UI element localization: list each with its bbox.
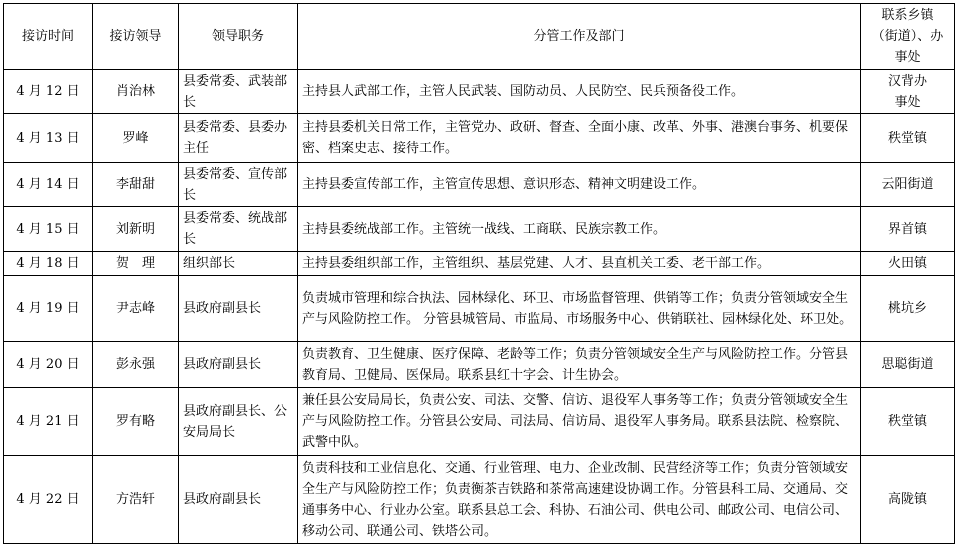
reception-schedule-table <box>3 3 955 544</box>
cell-date: 4 月 19 日 <box>4 276 93 342</box>
cell-duties: 负责城市管理和综合执法、园林绿化、环卫、市场监督管理、供销等工作；负责分管领域安全生产与风险防控工作。 分管县城管局、市监局、市场服务中心、供销联社、园林绿化处、环卫处。 <box>298 276 861 342</box>
table-row <box>4 276 955 342</box>
table-row <box>4 388 955 456</box>
header-leader: 接访领导 <box>93 4 179 70</box>
table-row <box>4 70 955 114</box>
cell-position: 县政府副县长、公安局局长 <box>179 388 298 456</box>
cell-date: 4 月 18 日 <box>4 252 93 276</box>
header-date: 接访时间 <box>4 4 93 70</box>
cell-leader: 彭永强 <box>93 342 179 388</box>
cell-leader: 肖治林 <box>93 70 179 114</box>
cell-town: 界首镇 <box>861 207 955 252</box>
cell-duties: 兼任县公安局局长，负责公安、司法、交警、信访、退役军人事务等工作；负责分管领域安全生产与风险防控工作。分管县公安局、司法局、信访局、退役军人事务局。联系县法院、检察院、武警中队。 <box>298 388 861 456</box>
cell-duties: 主持县委宣传部工作，主管宣传思想、意识形态、精神文明建设工作。 <box>298 163 861 207</box>
cell-duties: 负责教育、卫生健康、医疗保障、老龄等工作；负责分管领域安全生产与风险防控工作。分管县教育局、卫健局、医保局。联系县红十字会、计生协会。 <box>298 342 861 388</box>
cell-town: 汉背办事处 <box>861 70 955 114</box>
cell-leader: 贺 理 <box>93 252 179 276</box>
cell-position: 县委常委、宣传部长 <box>179 163 298 207</box>
cell-position: 县政府副县长 <box>179 342 298 388</box>
cell-leader: 刘新明 <box>93 207 179 252</box>
header-duties: 分管工作及部门 <box>298 4 861 70</box>
cell-position: 县政府副县长 <box>179 456 298 544</box>
cell-town: 秩堂镇 <box>861 114 955 163</box>
cell-town: 思聪街道 <box>861 342 955 388</box>
cell-leader: 罗有略 <box>93 388 179 456</box>
cell-date: 4 月 13 日 <box>4 114 93 163</box>
cell-town: 云阳街道 <box>861 163 955 207</box>
cell-duties: 主持县人武部工作，主管人民武装、国防动员、人民防空、民兵预备役工作。 <box>298 70 861 114</box>
cell-position: 组织部长 <box>179 252 298 276</box>
header-position: 领导职务 <box>179 4 298 70</box>
table-row <box>4 342 955 388</box>
table-row <box>4 114 955 163</box>
cell-date: 4 月 21 日 <box>4 388 93 456</box>
cell-duties: 负责科技和工业信息化、交通、行业管理、电力、企业改制、民营经济等工作；负责分管领域安全生产与风险防控工作；负责衡茶吉铁路和茶常高速建设协调工作。分管县科工局、交通局、交通事务中心、行业办公室。联系县总工会、科协、石油公司、供电公司、邮政公司、电信公司、移动公司、联通公司、铁塔公司。 <box>298 456 861 544</box>
table-row <box>4 207 955 252</box>
cell-date: 4 月 14 日 <box>4 163 93 207</box>
header-contact-town: 联系乡镇（街道）、办事处 <box>861 4 955 70</box>
table-row <box>4 252 955 276</box>
cell-town: 桃坑乡 <box>861 276 955 342</box>
cell-date: 4 月 22 日 <box>4 456 93 544</box>
cell-town: 高陇镇 <box>861 456 955 544</box>
cell-date: 4 月 12 日 <box>4 70 93 114</box>
cell-duties: 主持县委机关日常工作，主管党办、政研、督查、全面小康、改革、外事、港澳台事务、机要保密、档案史志、接待工作。 <box>298 114 861 163</box>
cell-leader: 罗峰 <box>93 114 179 163</box>
cell-leader: 方浩轩 <box>93 456 179 544</box>
cell-town: 秩堂镇 <box>861 388 955 456</box>
cell-position: 县政府副县长 <box>179 276 298 342</box>
cell-town: 火田镇 <box>861 252 955 276</box>
cell-position: 县委常委、武装部长 <box>179 70 298 114</box>
table-row <box>4 163 955 207</box>
cell-leader: 尹志峰 <box>93 276 179 342</box>
cell-leader: 李甜甜 <box>93 163 179 207</box>
cell-duties: 主持县委统战部工作。主管统一战线、工商联、民族宗教工作。 <box>298 207 861 252</box>
cell-duties: 主持县委组织部工作，主管组织、基层党建、人才、县直机关工委、老干部工作。 <box>298 252 861 276</box>
cell-position: 县委常委、县委办主任 <box>179 114 298 163</box>
cell-date: 4 月 15 日 <box>4 207 93 252</box>
table-row <box>4 456 955 544</box>
table-header-row <box>4 4 955 70</box>
cell-date: 4 月 20 日 <box>4 342 93 388</box>
cell-position: 县委常委、统战部长 <box>179 207 298 252</box>
